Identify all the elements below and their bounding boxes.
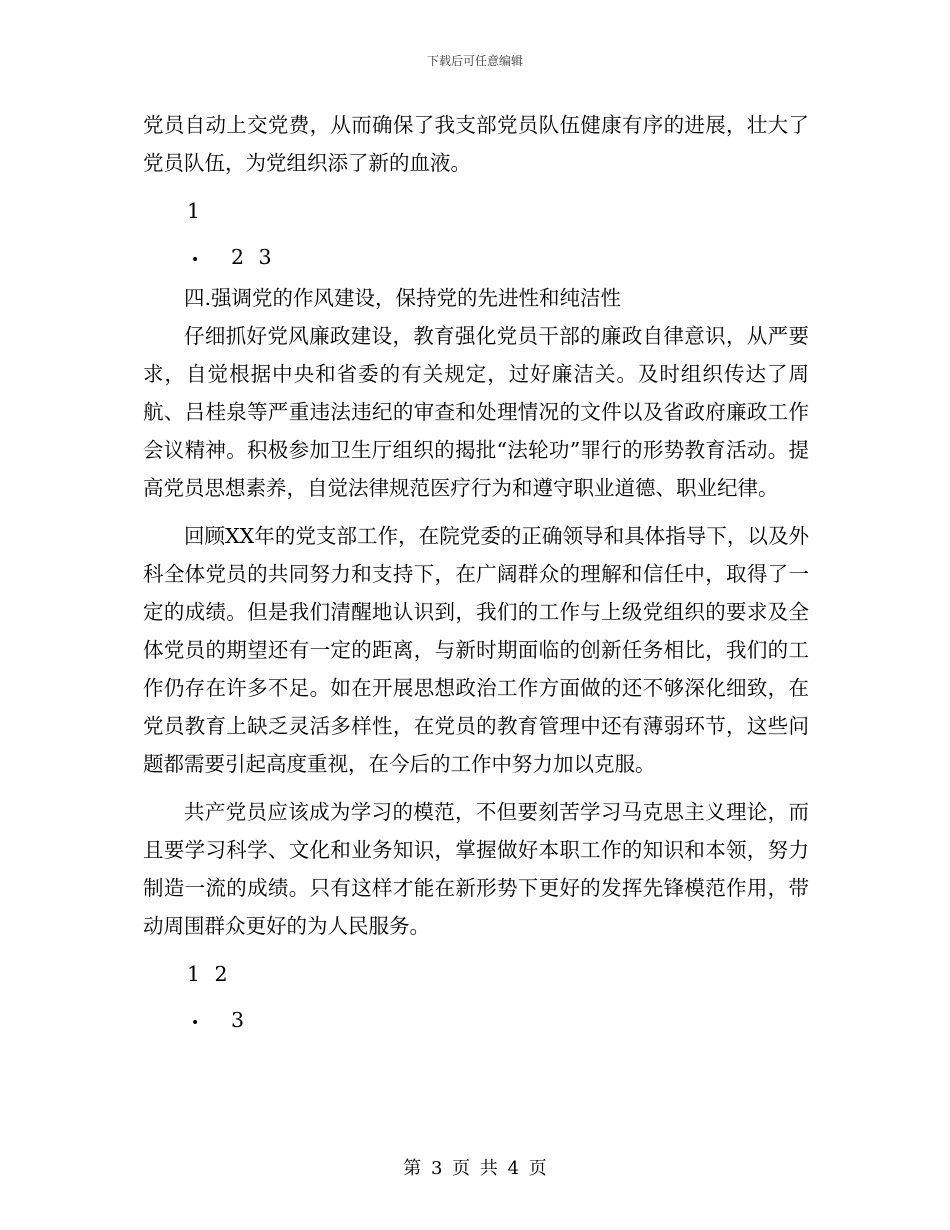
paragraph-study: 共产党员应该成为学习的模范，不但要刻苦学习马克思主义理论，而且要学习科学、文化和业务知识，掌握做好本职工作的知识和本领，努力制造一流的成绩。只有这样才能在新形势下更好的发挥先锋模范作用，带动周围群众更好的为人民服务。 (143, 800, 809, 938)
paragraph-integrity: 仔细抓好党风廉政建设，教育强化党员干部的廉政自律意识，从严要求，自觉根据中央和省委的有关规定，过好廉洁关。及时组织传达了周航、吕桂泉等严重违法违纪的审查和处理情况的文件以及省政府廉政工作会议精神。积极参加卫生厅组织的揭批“法轮功”罪行的形势教育活动。提高党员思想素养，自觉法律规范医疗行为和遵守职业道德、职业纪律。 (143, 324, 809, 500)
bullet-icon: • (191, 252, 200, 268)
section-heading-4: 四.强调党的作风建设，保持党的先进性和纯洁性 (184, 286, 622, 310)
page-header: 下载后可任意编辑 (426, 54, 523, 68)
bullet-item-text: 2 3 (231, 245, 276, 269)
bullet-item-2 (143, 1001, 809, 1042)
paragraph-review: 回顾XX年的党支部工作，在院党委的正确领导和具体指导下，以及外科全体党员的共同努力和支持下，在广阔群众的理解和信任中，取得了一定的成绩。但是我们清醒地认识到，我们的工作与上级党组织的要求及全体党员的期望还有一定的距离，与新时期面临的创新任务相比，我们的工作仍存在许多不足。如在开展思想政治工作方面做的还不够深化细致，在党员教育上缺乏灵活多样性，在党员的教育管理中还有薄弱环节，这些问题都需要引起高度重视，在今后的工作中努力加以克服。 (143, 524, 809, 776)
page-footer: 第 3 页 共 4 页 (403, 1158, 547, 1179)
paragraph-intro: 党员自动上交党费，从而确保了我支部党员队伍健康有序的进展，壮大了党员队伍，为党组织添了新的血液。 (143, 113, 809, 175)
document-body (143, 106, 809, 1042)
bullet-icon: • (191, 1015, 200, 1031)
bullet-item-1 (143, 238, 809, 279)
bullet-item-text: 3 (231, 1008, 249, 1032)
numbered-line-1: 1 (187, 199, 205, 223)
numbered-line-2: 1 2 (187, 962, 232, 986)
